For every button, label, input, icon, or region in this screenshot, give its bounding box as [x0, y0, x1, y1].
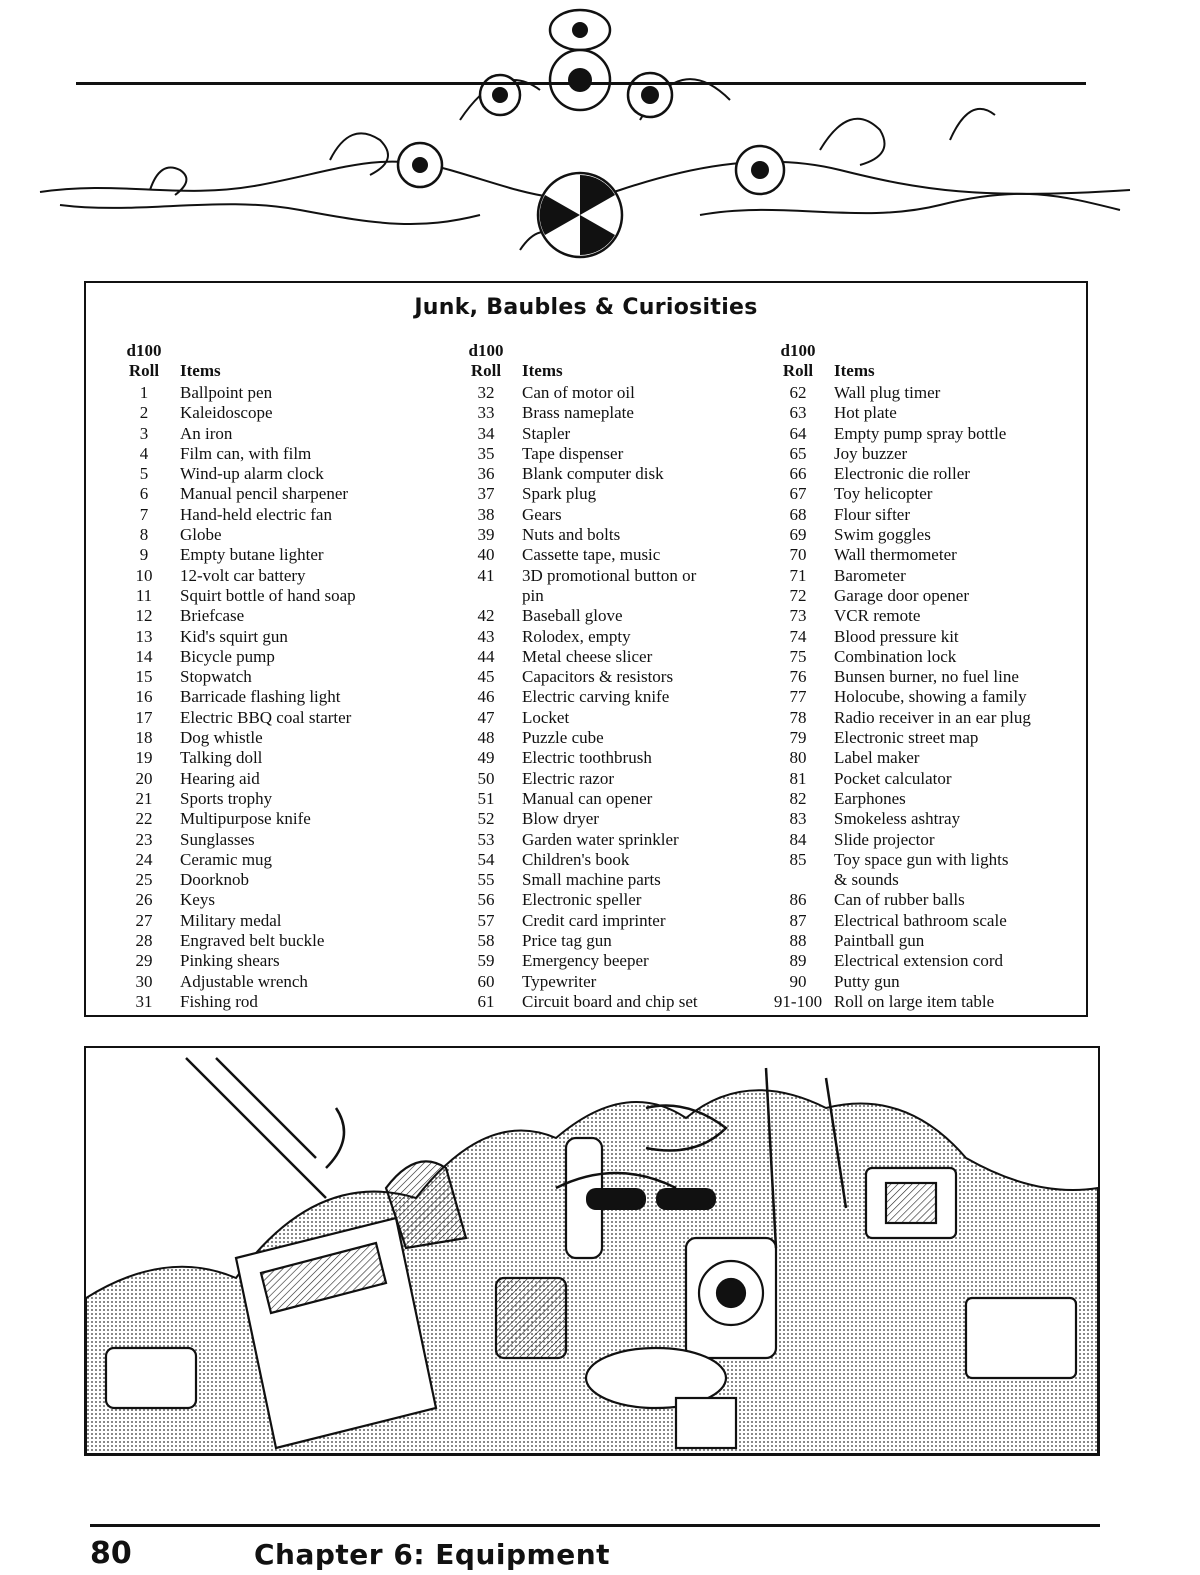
roll-number: 68 [789, 504, 807, 524]
item-name: Electronic speller [522, 890, 642, 910]
roll-number: 88 [789, 931, 807, 951]
roll-number: 46 [477, 687, 495, 707]
roll-number: 80 [789, 748, 807, 768]
item-name: Barricade flashing light [180, 687, 341, 707]
roll-number: 23 [135, 829, 153, 849]
roll-number: 38 [477, 504, 495, 524]
roll-number: 58 [477, 931, 495, 951]
item-name: Pocket calculator [834, 768, 952, 788]
item-name: Fishing rod [180, 991, 258, 1011]
roll-number: 24 [135, 849, 153, 869]
roll-number: 61 [477, 991, 495, 1011]
item-name: Holocube, showing a family [834, 687, 1027, 707]
item-name: Typewriter [522, 971, 597, 991]
item-name: Keys [180, 890, 215, 910]
roll-number: 69 [789, 525, 807, 545]
header-items: Items [180, 361, 221, 380]
item-name: pin [522, 585, 544, 605]
item-name: Kaleidoscope [180, 403, 273, 423]
roll-number: 13 [135, 626, 153, 646]
item-name: Stapler [522, 423, 571, 443]
roll-number: 91-100 [773, 991, 823, 1011]
item-name: Blank computer disk [522, 464, 664, 484]
roll-number: 76 [789, 667, 807, 687]
junk-pile-drawing [86, 1048, 1098, 1454]
roll-number: 70 [789, 545, 807, 565]
roll-number: 45 [477, 667, 495, 687]
item-name: Wall thermometer [834, 545, 957, 565]
item-name: Electric toothbrush [522, 748, 652, 768]
header-roll: Roll [128, 361, 160, 380]
item-name: Briefcase [180, 606, 245, 626]
roll-number: 50 [477, 768, 495, 788]
roll-number: 74 [789, 626, 807, 646]
item-name: Small machine parts [522, 870, 661, 890]
roll-number: 89 [789, 951, 807, 971]
item-name: Ceramic mug [180, 849, 273, 869]
item-name: Garden water sprinkler [522, 829, 679, 849]
item-name: VCR remote [834, 606, 921, 626]
roll-number: 35 [477, 443, 495, 463]
item-name: Adjustable wrench [180, 971, 308, 991]
roll-number: 47 [477, 707, 495, 727]
item-name: Electronic die roller [834, 464, 970, 484]
header-items: Items [522, 361, 563, 380]
roll-number: 3 [139, 423, 149, 443]
item-name: Hearing aid [180, 768, 260, 788]
item-name: Swim goggles [834, 525, 931, 545]
item-name: 3D promotional button or [522, 565, 697, 585]
roll-number: 28 [135, 931, 153, 951]
item-name: Combination lock [834, 646, 957, 666]
item-name: Brass nameplate [522, 403, 634, 423]
item-name: Putty gun [834, 971, 900, 991]
header-items: Items [834, 361, 875, 380]
item-name: Doorknob [180, 870, 249, 890]
roll-number: 82 [789, 788, 807, 808]
item-name: Squirt bottle of hand soap [180, 585, 356, 605]
roll-number: 54 [477, 849, 495, 869]
item-name: Electric BBQ coal starter [180, 707, 352, 727]
roll-number: 8 [139, 525, 149, 545]
roll-number: 17 [135, 707, 153, 727]
roll-number: 85 [789, 849, 807, 869]
roll-number: 73 [789, 606, 807, 626]
header-d100: d100 [780, 341, 816, 360]
item-name: Electric carving knife [522, 687, 670, 707]
item-name: Spark plug [522, 484, 597, 504]
item-name: Can of motor oil [522, 383, 635, 402]
item-name: Sunglasses [180, 829, 255, 849]
roll-number: 44 [477, 646, 495, 666]
roll-number: 27 [135, 910, 153, 930]
roll-number: 83 [789, 809, 807, 829]
roll-number: 62 [789, 383, 807, 402]
roll-number: 65 [789, 443, 807, 463]
roll-number: 25 [135, 870, 153, 890]
item-name: Can of rubber balls [834, 890, 965, 910]
roll-number: 78 [789, 707, 807, 727]
roll-number: 63 [789, 403, 807, 423]
roll-number: 48 [477, 728, 495, 748]
item-name: An iron [180, 423, 233, 443]
roll-number: 79 [789, 728, 807, 748]
roll-number: 90 [789, 971, 807, 991]
roll-number: 64 [789, 423, 807, 443]
item-name: Kid's squirt gun [180, 626, 288, 646]
item-name: Locket [522, 707, 570, 727]
item-name: Paintball gun [834, 931, 925, 951]
item-name: Stopwatch [180, 667, 252, 687]
header-roll: Roll [470, 361, 502, 380]
roll-number: 40 [477, 545, 495, 565]
page-number: 80 [90, 1536, 132, 1571]
roll-number: 55 [477, 870, 495, 890]
vine-eyeball-illustration [0, 0, 1200, 275]
roll-number: 43 [477, 626, 495, 646]
roll-number: 22 [135, 809, 153, 829]
item-name: Rolodex, empty [522, 626, 631, 646]
item-name: Circuit board and chip set [522, 991, 698, 1011]
roll-number: 66 [789, 464, 807, 484]
item-name: Film can, with film [180, 443, 312, 463]
roll-number: 7 [139, 504, 149, 524]
item-name: Barometer [834, 565, 906, 585]
roll-number: 41 [477, 565, 495, 585]
roll-number: 67 [789, 484, 807, 504]
item-name: Wind-up alarm clock [180, 464, 324, 484]
item-name: Hand-held electric fan [180, 504, 332, 524]
roll-number: 6 [139, 484, 149, 504]
roll-number: 60 [477, 971, 495, 991]
item-name: Capacitors & resistors [522, 667, 674, 687]
item-name: Dog whistle [180, 728, 263, 748]
roll-number: 72 [789, 585, 807, 605]
header-roll: Roll [782, 361, 814, 380]
roll-number: 19 [135, 748, 153, 768]
roll-number: 53 [477, 829, 495, 849]
roll-number: 56 [477, 890, 495, 910]
top-rule [76, 82, 1086, 85]
item-name: Metal cheese slicer [522, 646, 653, 666]
roll-number: 9 [139, 545, 149, 565]
item-name: Pinking shears [180, 951, 280, 971]
roll-number: 11 [135, 585, 153, 605]
item-name: & sounds [834, 870, 899, 890]
item-name: Baseball glove [522, 606, 623, 626]
item-name: Sports trophy [180, 788, 273, 808]
roll-number: 26 [135, 890, 153, 910]
item-name: Empty pump spray bottle [834, 423, 1007, 443]
roll-number: 52 [477, 809, 495, 829]
roll-number: 32 [477, 383, 495, 402]
item-name: Emergency beeper [522, 951, 649, 971]
item-name: Talking doll [180, 748, 263, 768]
roll-number: 29 [135, 951, 153, 971]
item-name: Credit card imprinter [522, 910, 666, 930]
item-name: Manual can opener [522, 788, 653, 808]
roll-number: 84 [789, 829, 807, 849]
roll-number: 59 [477, 951, 495, 971]
item-name: Toy space gun with lights [834, 849, 1009, 869]
roll-number: 51 [477, 788, 495, 808]
junk-pile-illustration [84, 1046, 1100, 1456]
item-name: Slide projector [834, 829, 935, 849]
item-name: Multipurpose knife [180, 809, 311, 829]
roll-number: 12 [135, 606, 153, 626]
roll-number: 36 [477, 464, 495, 484]
roll-number: 33 [477, 403, 495, 423]
item-name: Smokeless ashtray [834, 809, 961, 829]
roll-number: 42 [477, 606, 495, 626]
item-name: Radio receiver in an ear plug [834, 707, 1031, 727]
roll-number: 34 [477, 423, 495, 443]
item-name: Electrical extension cord [834, 951, 1003, 971]
roll-number: 81 [789, 768, 807, 788]
roll-number: 20 [135, 768, 153, 788]
roll-number: 39 [477, 525, 495, 545]
roll-number: 87 [789, 910, 807, 930]
item-name: Blood pressure kit [834, 626, 959, 646]
roll-number: 75 [789, 646, 807, 666]
roll-number: 86 [789, 890, 807, 910]
item-name: Nuts and bolts [522, 525, 621, 545]
item-name: Hot plate [834, 403, 897, 423]
roll-number: 15 [135, 667, 153, 687]
item-name: Electrical bathroom scale [834, 910, 1007, 930]
header-d100: d100 [468, 341, 504, 360]
item-name: Roll on large item table [834, 991, 995, 1011]
item-name: Bicycle pump [180, 646, 275, 666]
item-name: Children's book [522, 849, 630, 869]
table-title: Junk, Baubles & Curiosities [414, 295, 758, 320]
roll-number: 18 [135, 728, 153, 748]
roll-number: 31 [135, 991, 153, 1011]
item-name: Joy buzzer [834, 443, 908, 463]
item-name: Puzzle cube [522, 728, 604, 748]
item-name: Electric razor [522, 768, 615, 788]
roll-number: 21 [135, 788, 153, 808]
item-name: 12-volt car battery [180, 565, 306, 585]
item-name: Gears [522, 504, 562, 524]
roll-number: 77 [789, 687, 807, 707]
item-name: Military medal [180, 910, 282, 930]
item-name: Earphones [834, 788, 906, 808]
junk-table [84, 281, 1088, 1017]
item-name: Label maker [834, 748, 920, 768]
item-name: Manual pencil sharpener [180, 484, 349, 504]
header-d100: d100 [126, 341, 162, 360]
item-name: Blow dryer [522, 809, 599, 829]
roll-number: 49 [477, 748, 495, 768]
item-name: Ballpoint pen [180, 383, 273, 402]
item-name: Price tag gun [522, 931, 612, 951]
roll-number: 5 [139, 464, 149, 484]
item-name: Garage door opener [834, 585, 969, 605]
item-name: Cassette tape, music [522, 545, 661, 565]
roll-number: 1 [139, 383, 149, 402]
roll-number: 16 [135, 687, 153, 707]
item-name: Engraved belt buckle [180, 931, 325, 951]
item-name: Toy helicopter [834, 484, 933, 504]
roll-number: 57 [477, 910, 495, 930]
roll-number: 2 [139, 403, 149, 423]
item-name: Tape dispenser [522, 443, 624, 463]
roll-number: 71 [789, 565, 807, 585]
roll-number: 14 [135, 646, 153, 666]
roll-number: 37 [477, 484, 495, 504]
chapter-title: Chapter 6: Equipment [254, 1538, 611, 1571]
item-name: Wall plug timer [834, 383, 941, 402]
item-name: Electronic street map [834, 728, 979, 748]
item-name: Bunsen burner, no fuel line [834, 667, 1019, 687]
item-name: Empty butane lighter [180, 545, 324, 565]
roll-number: 30 [135, 971, 153, 991]
item-name: Globe [180, 525, 222, 545]
item-name: Flour sifter [834, 504, 911, 524]
footer-rule [90, 1524, 1100, 1527]
roll-number: 10 [135, 565, 153, 585]
roll-number: 4 [139, 443, 149, 463]
